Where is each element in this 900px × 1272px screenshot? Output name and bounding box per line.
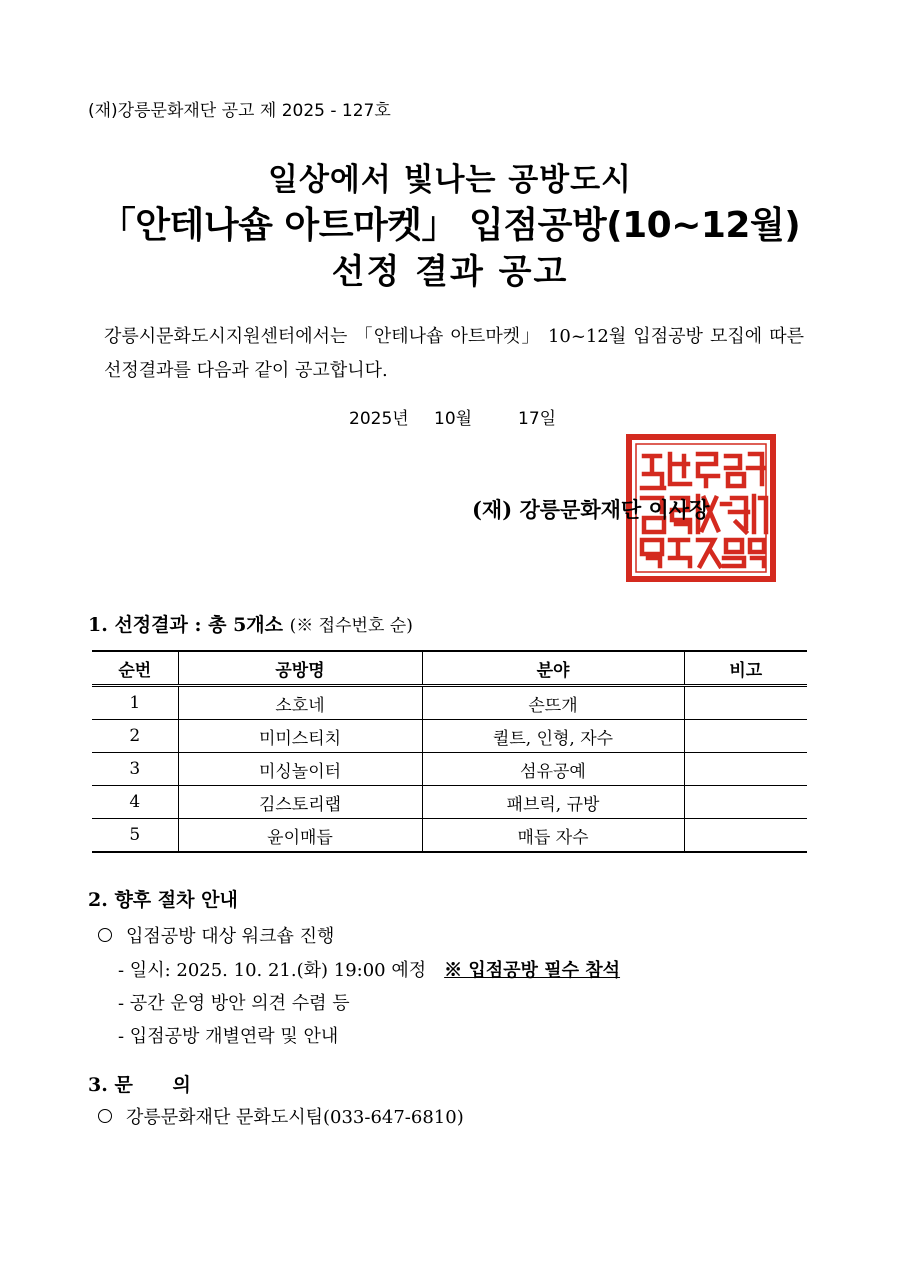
date-day: 17일: [518, 409, 557, 429]
table-header-row: [92, 651, 807, 686]
table-row: [92, 720, 807, 753]
section-3-heading: 3. 문 의: [88, 1074, 191, 1096]
section-2-bullet: [98, 922, 334, 948]
cell-remark: [684, 819, 807, 853]
section-1-title: 1. 선정결과 : 총 5개소: [88, 614, 284, 636]
cell-no: 1: [92, 686, 178, 720]
section-3-contact: [98, 1103, 464, 1129]
title-line-2: 「안테나숍 아트마켓」 입점공방(10~12월): [99, 205, 801, 246]
notice-number: (재)강릉문화재단 공고 제 2025 - 127호: [88, 101, 391, 121]
table-row: [92, 686, 807, 720]
cell-field: 매듭 자수: [422, 819, 684, 853]
section-2-heading: 2. 향후 절차 안내: [88, 889, 238, 911]
cell-remark: [684, 786, 807, 819]
circle-bullet-icon: [98, 1109, 112, 1123]
cell-remark: [684, 753, 807, 786]
column-header-remark: 비고: [684, 651, 807, 686]
cell-name: 김스토리랩: [178, 786, 422, 819]
circle-bullet-icon: [98, 928, 112, 942]
column-header-name: 공방명: [178, 651, 422, 686]
cell-remark: [684, 720, 807, 753]
title-line-3: 선정 결과 공고: [331, 252, 569, 292]
table-row: [92, 786, 807, 819]
table-row: [92, 753, 807, 786]
intro-paragraph: 강릉시문화도시지원센터에서는 「안테나숍 아트마켓」 10~12월 입점공방 모집에 따른 선정결과를 다음과 같이 공고합니다.: [104, 326, 804, 381]
issuer-name: (재) 강릉문화재단 이사장: [472, 497, 710, 522]
cell-no: 3: [92, 753, 178, 786]
date-month: 10월: [434, 409, 473, 429]
column-header-no: 순번: [92, 651, 178, 686]
schedule-item: [118, 956, 620, 982]
cell-no: 5: [92, 819, 178, 853]
column-header-field: 분야: [422, 651, 684, 686]
date-year: 2025년: [349, 409, 409, 429]
section-2-bullet-text: 입점공방 대상 워크숍 진행: [126, 926, 335, 947]
cell-name: 미미스티치: [178, 720, 422, 753]
contact-text: 강릉문화재단 문화도시팀(033-647-6810): [126, 1107, 464, 1128]
schedule-text: - 일시: 2025. 10. 21.(화) 19:00 예정: [118, 960, 427, 981]
section-1-note: (※ 접수번호 순): [289, 616, 413, 636]
contact-item: - 입점공방 개별연락 및 안내: [118, 1026, 339, 1047]
title-line-1: 일상에서 빛나는 공방도시: [268, 162, 632, 198]
cell-field: 섬유공예: [422, 753, 684, 786]
table-row: [92, 819, 807, 853]
cell-no: 2: [92, 720, 178, 753]
cell-field: 손뜨개: [422, 686, 684, 720]
cell-field: 패브릭, 규방: [422, 786, 684, 819]
selection-results-table: [92, 650, 807, 853]
cell-name: 소호네: [178, 686, 422, 720]
cell-remark: [684, 686, 807, 720]
cell-name: 미싱놀이터: [178, 753, 422, 786]
feedback-item: - 공간 운영 방안 의견 수렴 등: [118, 993, 350, 1014]
cell-field: 퀼트, 인형, 자수: [422, 720, 684, 753]
cell-name: 윤이매듭: [178, 819, 422, 853]
cell-no: 4: [92, 786, 178, 819]
mandatory-attendance-note: ※ 입점공방 필수 참석: [444, 960, 621, 981]
section-1-heading: [88, 610, 413, 637]
